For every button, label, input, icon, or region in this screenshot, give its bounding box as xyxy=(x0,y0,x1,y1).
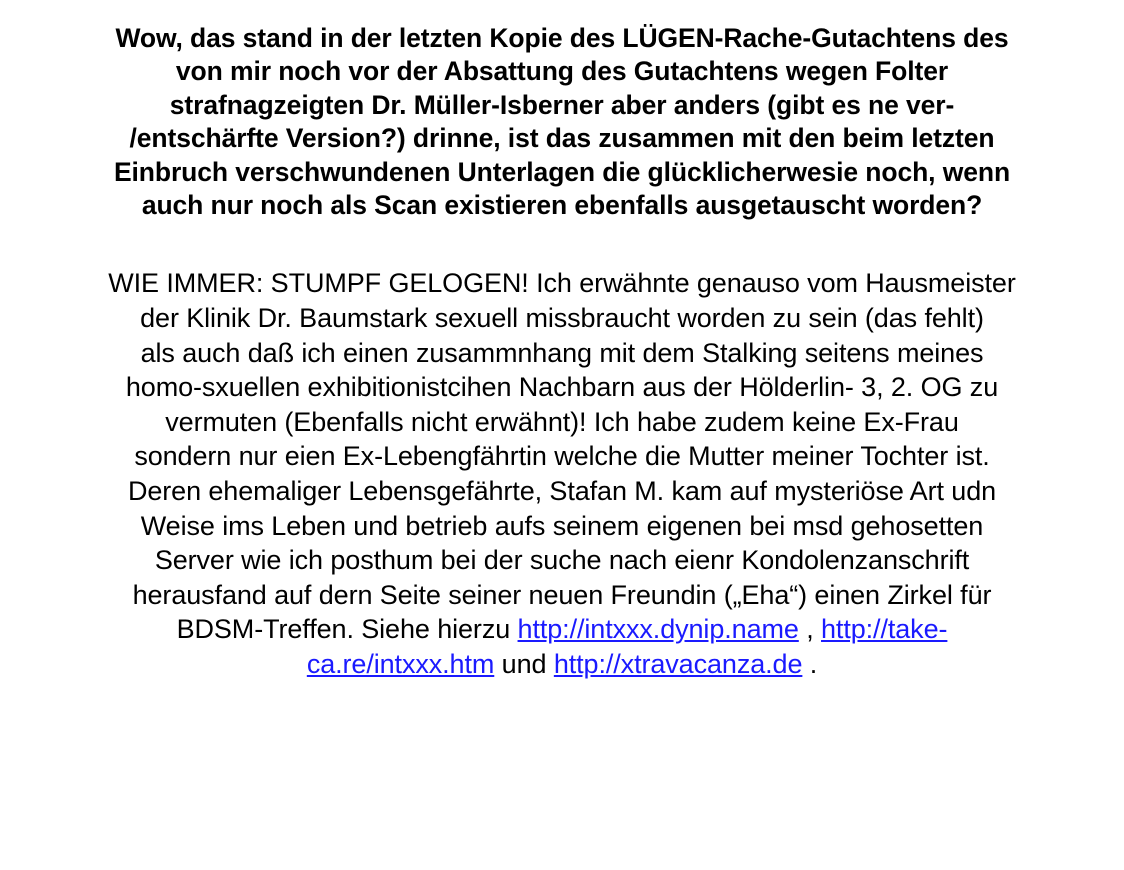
link-separator: , xyxy=(798,614,822,645)
body-line: WIE IMMER: STUMPF GELOGEN! Ich erwähnte genauso vom Hausmeister xyxy=(108,268,1016,299)
body-line: Weise ims Leben und betrieb aufs seinem eigenen bei msd gehosetten xyxy=(140,510,984,541)
heading-line: auch nur noch als Scan existieren ebenfalls ausgetauscht worden? xyxy=(141,190,983,221)
body-line: Deren ehemaliger Lebensgefährte, Stafan M. kam auf mysteriöse Art udn xyxy=(127,476,997,506)
heading-line: /entschärfte Version?) drinne, ist das zusammen mit den beim letzten xyxy=(129,123,995,154)
body-line: vermuten (Ebenfalls nicht erwähnt)! Ich habe zudem keine Ex-Frau xyxy=(165,406,959,437)
heading-paragraph xyxy=(24,22,1100,222)
sentence-end: . xyxy=(802,648,818,679)
link-take-care-part1[interactable]: http://take- xyxy=(821,614,948,645)
body-line: Server wie ich posthum bei der suche nach eienr Kondolenzanschrift xyxy=(154,545,970,576)
link-xtravacanza[interactable]: http://xtravacanza.de xyxy=(553,648,803,679)
link-intxxx-dynip[interactable]: http://intxxx.dynip.name xyxy=(517,614,799,645)
body-line: homo-sxuellen exhibitionistcihen Nachbarn aus der Hölderlin- 3, 2. OG zu xyxy=(125,372,999,403)
body-line: der Klinik Dr. Baumstark sexuell missbraucht worden zu sein (das fehlt) xyxy=(140,303,984,334)
heading-line: Einbruch verschwundenen Unterlagen die glücklicherwesie noch, wenn xyxy=(113,156,1011,187)
link-take-care-part2[interactable]: ca.re/intxxx.htm xyxy=(306,648,495,679)
body-line: sondern nur eien Ex-Lebengfährtin welche die Mutter meiner Tochter ist. xyxy=(134,441,990,472)
body-line: als auch daß ich einen zusammnhang mit dem Stalking seitens meines xyxy=(140,337,984,368)
heading-line: Wow, das stand in der letzten Kopie des LÜGEN-Rache-Gutachtens des xyxy=(115,23,1009,53)
body-line: herausfand auf dern Seite seiner neuen Freundin („Eha“) einen Zirkel für xyxy=(132,579,992,610)
heading-line: von mir noch vor der Absattung des Gutachtens wegen Folter xyxy=(175,56,949,87)
body-line: BDSM-Treffen. Siehe hierzu xyxy=(176,614,518,645)
link-separator: und xyxy=(494,648,554,679)
heading-line: strafnagzeigten Dr. Müller-Isberner aber anders (gibt es ne ver- xyxy=(169,89,955,120)
body-paragraph xyxy=(24,266,1100,681)
